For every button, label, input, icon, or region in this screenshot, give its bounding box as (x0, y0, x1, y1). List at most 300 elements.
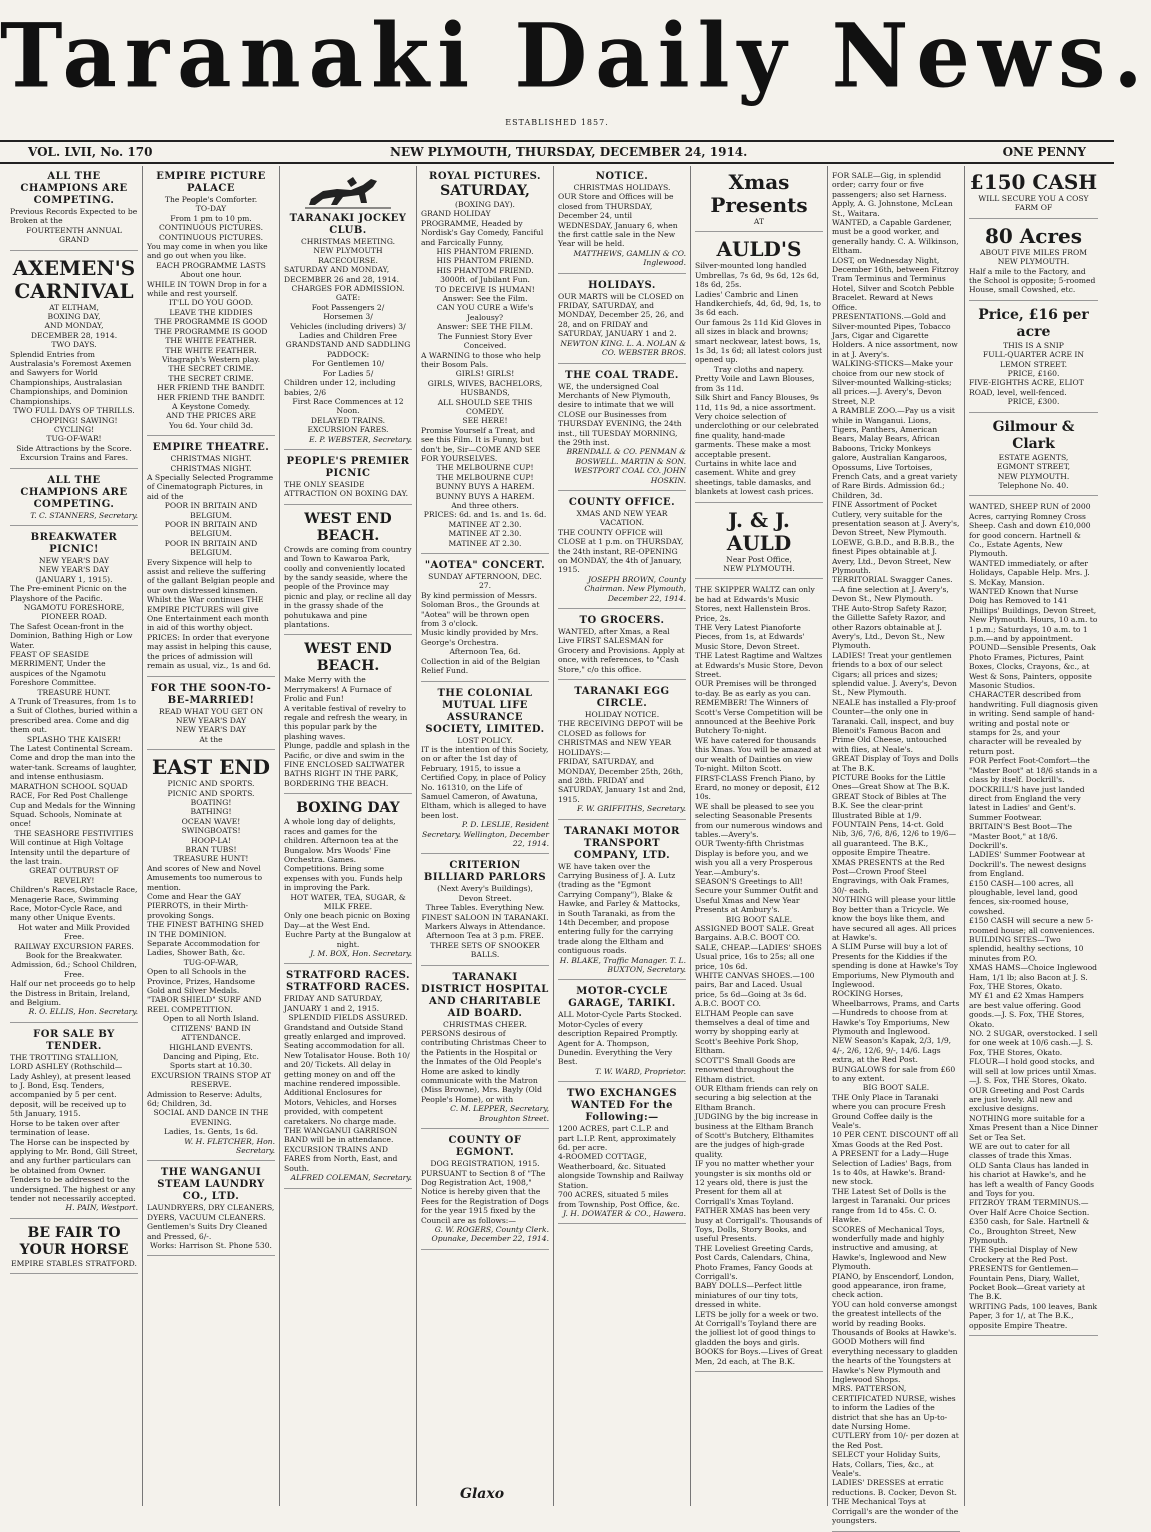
ad-text-line: Silk Shirt and Fancy Blouses, 9s 11d, 11s 9d, a nice assortment. (695, 393, 819, 412)
ad-text-line: 3000ft. of Jubilant Fun. (440, 275, 530, 285)
ad-text-line: GOOD Mothers will find everything necessary to gladden the hearts of the Youngsters at Hawke's New Plymouth and Inglewood Shops. (832, 1337, 958, 1384)
ad-signature: BRENDALL & CO. PENMAN & BOSWELL. MARTIN & SON. WESTPORT COAL CO. JOHN HOSKIN. (566, 447, 686, 485)
ad-text-line: NEW PLYMOUTH. (997, 471, 1070, 481)
ad-text-line: MRS. PATTERSON, CERTIFICATED NURSE, wishes to inform the Ladies of the district that she has an Up-to-date Nursing Home. (832, 1384, 956, 1432)
ad-text-line: WE have taken over the Carrying Business of J. A. Lutz (trading as the "Egmont Carrying Company"), Blake & Hawke, and Farley & Mattocks, in South Taranaki, as from the 14th December, and propose entering fully for the carrying trade along the Eltham and contiguous roads. (558, 861, 681, 956)
ad-text-line: SCOTT'S Small Goods are renowned throughout the Eltham district. (695, 1055, 796, 1084)
ad-text-line: NOTHING will please your little Boy better than a Tricycle. We know the boys like them, and have secured all ages. All prices at Hawke's. (832, 895, 957, 942)
advertisement (558, 823, 686, 981)
ad-heading: BREAKWATER PICNIC! (30, 531, 118, 555)
ad-signature: J. M. BOX, Hon. Secretary. (310, 948, 412, 958)
ad-text-line: CHRISTMAS MEETING. (300, 237, 396, 246)
ad-text-line: ALL Motor-Cycle Parts Stocked. Motor-Cycles of every description Repaired Promptly. Agent for A. Thompson, Dunedin. Everything the Very Best. (558, 1010, 682, 1067)
ad-text-line: BUNNY BUYS A HAREM. (435, 491, 535, 501)
ad-text-line: Admission to Reserve: Adults, 6d; Children, 3d. (147, 1089, 263, 1108)
ad-text-line: NEW YEAR'S DAY (175, 725, 247, 735)
ad-text-line: FOUNTAIN Pens, 14-ct. Gold Nib, 3/6, 7/6, 8/6, 12/6 to 19/6—all guaranteed. The B.K., opposite Empire Theatre. (832, 820, 957, 858)
ad-text-line: Answer: SEE THE FILM. (437, 322, 533, 332)
ad-text-line: POOR IN BRITAIN AND BELGIUM. (164, 520, 258, 539)
ad-text-line: Only one beach picnic on Boxing Day—at the West End. (284, 911, 411, 930)
ad-text-line: LADIES' Summer Footwear at Dockrill's. The newest designs from England. (969, 850, 1087, 879)
ad-heading: THE WANGANUI STEAM LAUNDRY CO., LTD. (157, 1167, 265, 1203)
ad-text-line: Half a mile to the Factory, and the School is opposite; 5-roomed House, small Cowshed, etc. (969, 266, 1096, 295)
ad-text-line: CUTLERY from 10/- per dozen at the Red Post. (832, 1431, 959, 1450)
ad-text-line: Grandstand and Outside Stand greatly enlarged and improved. Seating accommodation for all. (284, 1022, 406, 1051)
ad-text-line: WHITE CANVAS SHOES.—100 pairs, Bar and Laced. Usual price, 5s 6d—Going at 3s 6d. A.B.C. BOOT CO. (695, 971, 815, 1009)
ad-text-line: A WARNING to those who help their Bosom Pals. (421, 350, 541, 369)
ad-text-line: CITIZENS' BAND IN ATTENDANCE. (171, 1023, 251, 1043)
ad-heading: FOR SALE BY TENDER. (33, 1028, 115, 1052)
ad-text-line: THE MELBOURNE CUP! (436, 472, 534, 482)
ad-text-line: Works: Harrison St. Phone 530. (150, 1241, 272, 1250)
issue-price: ONE PENNY (1002, 145, 1086, 159)
ad-heading: THE COAL TRADE. (565, 369, 679, 381)
ad-text-line: The Latest Continental Scream. Come and drop the man into the water-tank. Screams of laughter, and intense enthusiasm. (10, 744, 137, 782)
ad-text-line: THE WHITE FEATHER. (165, 345, 257, 355)
ad-text-line: GREAT Stock of Bibles at The B.K. See the clear-print Illustrated Bible at 1/9. (832, 791, 947, 820)
ad-text-line: Horsemen 3/ (323, 312, 373, 322)
ad-text-line: £150 CASH—100 acres, all ploughable, level land, good fences, six-roomed house, cowshed. (969, 878, 1078, 916)
advertisement (421, 857, 549, 965)
ad-text-line: Ladies and Children Free (298, 331, 398, 341)
ad-text-line: EXCURSION TRAINS AND FARES from North, East, and South. (284, 1144, 398, 1173)
ad-text-line: THE PROGRAMME IS GOOD (154, 317, 268, 327)
ad-text-line: Gentlemen's Suits Dry Cleaned and Pressed, 6/-. (147, 1222, 268, 1241)
ad-text-line: CONTINUOUS PICTURES. (158, 223, 264, 233)
ad-text-line: YOU can hold converse amongst the greatest intellects of the world by reading Books. Thousands of Books at Hawke's. (832, 1299, 958, 1337)
ad-signature: P. D. LESLIE, Resident Secretary. Wellington, December 22, 1914. (422, 820, 549, 848)
ad-text-line: First Race Commences at 12 Noon. (292, 396, 404, 416)
ad-text-line: (BOXING DAY). (455, 200, 515, 209)
ad-text-line: MATINEE AT 2.30. (448, 538, 522, 548)
ad-text-line: THE SECRET CRIME. (168, 364, 254, 374)
ad-text-line: MY £1 and £2 Xmas Hampers are best value offering. Good goods.—J. S. Fox, THE Stores, Okato. (969, 991, 1085, 1029)
ad-text-line: Promise Yourself a Treat, and see this Film. It is Funny, but don't be, Sir—COME AND SEE FOR YOURSELVES. (421, 425, 541, 463)
advertisement (421, 685, 549, 855)
ad-display-title: 80 Acres (984, 223, 1082, 248)
ad-text-line: POUND—Sensible Presents, Oak Photo Frames, Pictures, Paint Boxes, Clocks, Crayons, &c., at West & Sons, Painters, opposite Masonic Studios. (969, 643, 1096, 691)
ad-text-line: PRICES: 6d. and 1s. and 1s. 6d. (423, 510, 547, 520)
ad-text-line: By kind permission of Messrs. Soloman Bros., the Grounds at "Aotea" will be thrown open from 3 o'clock. (421, 590, 540, 629)
ad-text-line: THE WHITE FEATHER. (165, 336, 257, 346)
ad-text-line: And three others. (451, 501, 519, 510)
ad-text-line: £150 CASH will secure a new 5-roomed house; all conveniences. (969, 916, 1095, 935)
advertisement (969, 416, 1098, 497)
ad-signature: T. W. WARD, Proprietor. (595, 1066, 686, 1076)
ad-text-line: ESTATE AGENTS, (998, 452, 1069, 462)
ad-text-line: XMAS HAMS—Choice Inglewood Ham, 1/1 lb; also Bacon at J. S. Fox, THE Stores, Okato. (969, 963, 1097, 992)
ad-text-line: Markers Always in Attendance. (424, 922, 546, 931)
column-4 (417, 166, 554, 1506)
ad-text-line: WALKING-STICKS—Make your choice from our new stock of Silver-mounted Walking-sticks; all prices.—J. Avery's, Devon Street, N.P. (832, 359, 953, 406)
masthead (0, 0, 1151, 115)
ad-text-line: NGAMOTU FORESHORE, PIONEER ROAD. (23, 602, 125, 622)
ad-text-line: AT ELTHAM, (49, 302, 99, 312)
ad-text-line: EACH PROGRAMME LASTS About one hour. (156, 260, 266, 280)
ad-text-line: And scores of New and Novel Amusements too numerous to mention. (147, 863, 263, 892)
ad-text-line: Euchre Party at the Bungalow at night. (285, 930, 411, 949)
ad-text-line: TREASURE HUNT. (37, 687, 111, 697)
ad-signature: J. H. DOWATER & CO., Hawera. (562, 1208, 686, 1218)
advertisement (558, 168, 686, 274)
ad-text-line: CAN YOU CURE a Wife's Jealousy? (436, 303, 534, 322)
glaxo-logo: Glaxo (460, 1486, 505, 1502)
advertisement (284, 508, 412, 636)
ad-text-line: ALL SHOULD SEE THIS COMEDY. (437, 397, 533, 416)
ad-text-line: RAILWAY EXCURSION FARES. (14, 941, 134, 951)
ad-heading: TARANAKI DISTRICT HOSPITAL AND CHARITABLE AID BOARD. (421, 971, 549, 1019)
ad-text-line: FLOUR—I hold good stocks, and will sell at low prices until Xmas.—J. S. Fox, THE Stores, Okato. (969, 1057, 1097, 1086)
advertisement (421, 168, 549, 554)
ad-text-line: Every Sixpence will help to assist and relieve the suffering of the gallant Belgian people and our own distressed kinsmen. (147, 557, 275, 595)
ad-text-line: A PRESENT for a Lady—Huge Selection of Ladies' Bags, from 1s to 40s, at Hawke's. Brand-new stock. (832, 1149, 952, 1187)
ad-text-line: PICNIC AND SPORTS. (167, 788, 255, 798)
ad-text-line: For Ladies 5/ (322, 368, 374, 378)
ad-text-line: (JANUARY 1, 1915). (35, 574, 113, 584)
ad-text-line: WRITING Pads, 100 leaves, Bank Paper, 3 for 1/, at The B.K., opposite Empire Theatre. (969, 1301, 1098, 1330)
ad-text-line: SWINGBOATS! (181, 826, 241, 836)
ad-display-title: £150 CASH (969, 170, 1098, 194)
ad-subtitle: Gilmour & Clark (992, 418, 1075, 452)
ad-text-line: For Gentlemen 10/ (311, 359, 385, 369)
ad-text-line: AND THE PRICES ARE (166, 411, 256, 421)
ad-text-line: TUG-OF-WAR! (46, 434, 102, 444)
ad-text-line: WANTED immediately, or after Holidays, Capable Help. Mrs. J. S. McKay, Mansion. (969, 558, 1090, 587)
ad-text-line: FATHER XMAS has been very busy at Corrigall's. Thousands of Toys, Dolls, Story Books, and useful Presents. (695, 1206, 822, 1244)
ad-text-line: Will continue at High Voltage Intensity until the departure of the last train. (10, 838, 130, 866)
ad-text-line: A Specially Selected Programme of Cinematograph Pictures, in aid of the (147, 472, 274, 501)
ad-text-line: NEW PLYMOUTH. (723, 563, 795, 573)
advertisement (10, 254, 138, 469)
ad-text-line: THE Special Display of New Crockery at the Red Post. (969, 1245, 1078, 1264)
advertisement (147, 753, 275, 1161)
ad-text-line: EXCURSION TRAINS STOP AT RESERVE. (151, 1070, 271, 1090)
ad-text-line: (Next Avery's Buildings), (437, 884, 533, 894)
ad-text-line: OUR MARTS will be CLOSED on FRIDAY, SATURDAY, and MONDAY, December 25, 26, and 28, and on FRIDAY and SATURDAY, JANUARY 1 and 2. (558, 291, 685, 339)
ad-text-line: SEE HERE! (462, 416, 508, 426)
ad-text-line: Ladies' Cambric and Linen Handkerchiefs, 4d, 6d, 9d, 1s, to 3s 6d each. (695, 289, 821, 318)
ad-subtitle: BOXING DAY (296, 800, 400, 817)
ad-text-line: PICNIC AND SPORTS. (167, 779, 255, 789)
ad-heading: TO GROCERS. (579, 615, 665, 627)
ad-heading: ROYAL PICTURES. (429, 171, 541, 182)
ad-text-line: PRESENTATIONS.—Gold and Silver-mounted Pipes, Tobacco Jars, Cigar and Cigarette Holders. A nice assortment, now in at J. Avery's. (832, 312, 958, 359)
ad-text-line: PRESENTS for Gentlemen—Fountain Pens, Diary, Wallet, Pocket Book—Great variety at The B.K. (969, 1264, 1085, 1302)
advertisement (284, 638, 412, 794)
ad-text-line: LOEWE, G.B.D., and B.B.B., the finest Pipes obtainable at J. Avery, Ltd., Devon Street, New Plymouth. (832, 537, 955, 576)
ad-text-line: Three Tables. Everything New. (425, 903, 545, 913)
ad-display-title: Xmas Presents (710, 170, 808, 217)
ad-text-line: Collection in aid of the Belgian Relief Fund. (421, 656, 541, 676)
advertisement (147, 680, 275, 751)
advertisement (147, 1164, 275, 1256)
advertisement (558, 683, 686, 819)
ad-text-line: The Funniest Story Ever Conceived. (437, 331, 533, 351)
ad-text-line: FIRST-CLASS French Piano, by Erard, no money or deposit, £12 10s. (695, 773, 820, 802)
ad-text-line: Afternoon Tea at 3 p.m. FREE. (426, 931, 544, 941)
ad-text-line: Excursion Trains and Fares. (19, 453, 129, 463)
ad-text-line: DOCKRILL'S have just landed direct from England the very latest in Ladies' and Gent's. Summer Footwear. (969, 784, 1085, 822)
ad-subtitle: BE FAIR TO YOUR HORSE (19, 1224, 129, 1258)
ad-heading: THE COLONIAL MUTUAL LIFE ASSURANCE SOCIETY, LIMITED. (425, 687, 545, 735)
ad-text-line: HER FRIEND THE BANDIT. (157, 383, 265, 393)
ad-text-line: The People's Comforter. (164, 195, 258, 204)
ad-signature: JOSEPH BROWN, County Chairman. New Plymouth, December 22, 1914. (584, 574, 686, 603)
ad-text-line: Additional Enclosures for Motors, Vehicles, and Horses provided, with competent caretakers. No charge made. (284, 1088, 397, 1126)
ad-text-line: THE Loveliest Greeting Cards, Post Cards, Calendars, China, Photo Frames, Fancy Goods at Corrigall's. (695, 1243, 814, 1282)
column-5 (554, 166, 691, 1506)
ad-text-line: GIRLS! GIRLS! (455, 369, 515, 379)
racehorse-icon (303, 173, 393, 211)
ad-text-line: You may come in when you like and go out when you like. (147, 242, 268, 261)
ad-display-title: J. & J. AULD (726, 507, 792, 555)
ad-text-line: BOXING DAY, (47, 312, 101, 322)
ad-text-line: PURSUANT to Section 8 of "The Dog Registration Act, 1908," Notice is hereby given that the Fees for the Registration of Dogs for the year 1915 fixed by the Council are as follows:— (421, 1168, 549, 1225)
ad-text-line: Sports start at 10.30. (169, 1061, 253, 1071)
masthead-title: Taranaki Daily News. (0, 3, 1151, 108)
ad-signature: E. P. WEBSTER, Secretary. (308, 434, 412, 444)
ad-text-line: THE PROGRAMME IS GOOD (154, 326, 268, 336)
volume-number: VOL. LVII, No. 170 (28, 145, 153, 159)
ad-text-line: Side Attractions by the Score. (16, 443, 132, 453)
ad-text-line: FEAST OF SEASIDE MERRIMENT, Under the auspices of the Ngamotu Foreshore Committee. (10, 650, 107, 688)
ad-text-line: The Horse can be inspected by applying to Mr. Bond, Gill Street, and any further particulars can be obtained from Owner. (10, 1137, 138, 1175)
ad-heading: TARANAKI EGG CIRCLE. (574, 686, 670, 710)
ad-heading: TWO EXCHANGES WANTED For the Following:— (566, 1088, 678, 1124)
ad-text-line: Tray cloths and napery. (713, 364, 805, 374)
ad-heading: EMPIRE THEATRE. (152, 442, 270, 454)
ad-text-line: THE ONLY SEASIDE ATTRACTION ON BOXING DAY. (284, 479, 409, 499)
ad-text-line: BUNGALOWS for sale from £60 to any extent. (832, 1064, 956, 1083)
ad-display-title: EAST END (152, 755, 270, 780)
ad-text-line: PIANO, by Enscendorf, London, good appearance, iron frame, check action. (832, 1271, 955, 1300)
ad-text-line: Half our net proceeds go to help the Distress in Britain, Ireland, and Belgium. (10, 979, 136, 1008)
ad-text-line: NEW PLYMOUTH RACECOURSE. (313, 246, 383, 265)
ad-text-line: FRIDAY, SATURDAY, and MONDAY, December 25th, 26th, and 28th. FRIDAY and SATURDAY, January 1st and 2nd, 1915. (558, 757, 686, 804)
ad-text-line: Plunge, paddle and splash in the Pacific, or dive and swim in the (284, 741, 410, 760)
ad-text-line: Crowds are coming from country and Town to Kawaroa Park, coolly and conveniently located by the sandy seaside, where the people of the Province may picnic and play, or recline all day in the grassy shade of the pohutukawa and pine plantations. (284, 544, 412, 629)
ad-text-line: Book for the Breakwater. (25, 951, 123, 960)
ad-text-line: ABOUT FIVE MILES FROM NEW PLYMOUTH. (980, 247, 1087, 267)
ad-text-line: GREAT OUTBURST OF REVELRY! (29, 866, 119, 885)
ad-text-line: BOOKS for Boys.—Lives of Great Men, 2d each, at The B.K. (695, 1347, 823, 1366)
ad-text-line: MATINEE AT 2.30. (448, 529, 522, 539)
ad-text-line: Afternoon Tea, 6d. (449, 647, 521, 657)
ad-heading: FOR THE SOON-TO-BE-MARRIED! (150, 682, 272, 706)
advertisement (10, 529, 138, 1023)
ad-text-line: FOR SALE—Gig, in splendid order; carry four or five passengers; also set Harness. Apply, A. G. Johnstone, McLean St., Waitara. (832, 171, 953, 218)
advertisement (832, 168, 960, 1532)
ad-display-title: AXEMEN'S CARNIVAL (12, 255, 136, 303)
ad-text-line: EGMONT STREET, (996, 462, 1071, 472)
ad-signature: T. C. STANNERS, Secretary. (30, 510, 138, 520)
ad-text-line: BABY DOLLS—Perfect little miniatures of our tiny tots, dressed in white. (695, 1281, 802, 1310)
ad-text-line: IF you no matter whether your youngster is six months old or 12 years old, there is just the Present for them all at Corrigall's Xmas Toyland. (695, 1159, 814, 1206)
ad-text-line: HOOP-LA! (191, 835, 231, 845)
ad-text-line: Splendid Entries from Australasia's Foremost Axemen and Sawyers for World Championships, Australasian Championships, and Dominion Championships. (10, 349, 132, 406)
ad-text-line: IT is the intention of this Society, on or after the 1st day of February, 1915, to issue a Certified Copy, in place of Policy No. 161310, on the Life of Samuel Cameron, of Awatuna, Eltham, which is alleged to have been lost. (421, 744, 549, 820)
ad-text-line: THE Very Latest Pianoforte Pieces, from 1s, at Edwards' Music Store, Devon Street. (695, 623, 805, 651)
ad-signature: W. H. FLETCHER, Hon. Secretary. (184, 1136, 275, 1155)
ad-text-line: Open to all Schools in the Province, Prizes, Handsome Gold and Silver Medals. (147, 967, 255, 996)
ad-text-line: THE Only Place in Taranaki where you can procure Fresh Ground Coffee daily is the Veale's. (832, 1092, 946, 1131)
ad-text-line: Previous Records Expected to be Broken at the (10, 207, 138, 226)
ad-signature: G. W. ROGERS, County Clerk. Opunake, December 22, 1914. (431, 1224, 549, 1244)
ad-text-line: CHRISTMAS CHEER. (443, 1019, 527, 1029)
ad-text-line: NO. 2 SUGAR, overstocked. I sell for one week at 10/6 cash.—J. S. Fox, THE Stores, Okato. (969, 1029, 1098, 1057)
ad-heading: NOTICE. (595, 171, 649, 182)
place-and-date: NEW PLYMOUTH, THURSDAY, DECEMBER 24, 1914. (390, 145, 748, 159)
advertisement (558, 367, 686, 491)
ad-text-line: GREAT Display of Toys and Dolls at The B.K. (832, 754, 959, 773)
advertisement (969, 222, 1098, 301)
ad-text-line: 4-ROOMED COTTAGE, Weatherboard, &c. Situated alongside Township and Railway Station. (558, 1152, 684, 1190)
advertisement (695, 235, 823, 502)
ad-heading: TARANAKI JOCKEY CLUB. (289, 213, 407, 236)
ad-text-line: WANTED, a Capable Gardener, must be a good worker, and generally handy. C. A. Wilkinson, Eltham. (832, 218, 959, 256)
ad-text-line: Very choice selection of underclothing or our celebrated fine quality, hand-made garments. These make a most acceptable present. (695, 411, 819, 459)
ad-text-line: HIS PHANTOM FRIEND. (436, 265, 534, 275)
ad-text-line: You 6d. Your child 3d. (169, 420, 253, 430)
ad-text-line: LADIES! Treat your gentlemen friends to a box of our select Cigars; all prices and sizes; splendid value. J. Avery's, Devon St., New Plymouth. (832, 650, 957, 698)
ad-text-line: OUR Eltham friends can rely on securing a big selection at the Eltham Branch. (695, 1083, 819, 1112)
ad-text-line: Curtains in white lace and casement. White and grey sheetings, table damasks, and blankets at lowest cash prices. (695, 458, 814, 497)
column-1 (6, 166, 143, 1506)
ad-text-line: HER FRIEND THE BANDIT. (157, 392, 265, 402)
ad-text-line: REMEMBER! The Winners of Scott's Verse Competition will be announced at the Beehive Pork Butchery To-night. (695, 698, 823, 736)
ad-heading: CRITERION BILLIARD PARLORS (423, 860, 547, 884)
ad-text-line: 10 PER CENT. DISCOUNT off all Xmas Goods at the Red Post. (832, 1130, 959, 1149)
ad-text-line: At the (199, 734, 223, 744)
ad-text-line: SPLENDID FIELDS ASSURED. (288, 1013, 408, 1023)
ad-text-line: THE Mechanical Toys at Corrigall's are the wonder of the youngsters. (832, 1497, 959, 1526)
ad-text-line: TWO FULL DAYS OF THRILLS. (13, 406, 135, 416)
ad-text-line: OUR Greeting and Post Cards are just lovely. All new and exclusive designs. (969, 1085, 1085, 1114)
ad-text-line: Foot Passengers 2/ (311, 302, 385, 312)
ad-text-line: NEW Season's Kapak, 2/3, 1/9, 4/-, 2/6, 12/6, 9/-, 14/6. Lags extra, at the Red Post. (832, 1036, 952, 1065)
ad-text-line: Music kindly provided by Mrs. George's Orchestra. (421, 628, 539, 647)
ad-text-line: Hot water and Milk Provided Free. (18, 922, 130, 942)
advertisement (558, 983, 686, 1082)
ad-text-line: DECEMBER 28, 1914. (30, 330, 118, 340)
ad-text-line: BRITAIN'S Best Boot—The "Master Boot," at 18/6. Dockrill's. (969, 822, 1073, 850)
ad-text-line: CHRISTMAS NIGHT. (170, 454, 252, 464)
ad-text-line: TREASURE HUNT! (173, 854, 249, 864)
ad-text-line: THE SKIPPER WALTZ can only be had at Edwards's Music Stores, next Hallenstein Bros. Price, 2s. (695, 585, 815, 623)
ad-text-line: AND MONDAY, (44, 321, 104, 331)
ad-text-line: 700 ACRES, situated 5 miles from Township, Post Office, &c. (558, 1190, 680, 1209)
ad-text-line: WANTED Known that Nurse Doig has Removed to 141 Phillips' Buildings, Devon Street, New Plymouth. Hours, 10 a.m. to 1 p.m.; Saturdays, 10 a.m. to 1 p.m.—and by appointment. (969, 586, 1098, 643)
ad-text-line: BOATING! (190, 797, 232, 807)
established-line: ESTABLISHED 1857. (505, 118, 609, 127)
ad-text-line: BATHING! (190, 807, 232, 817)
ad-heading: ALL THE CHAMPIONS ARE COMPETING. (20, 171, 128, 206)
ad-text-line: HOLIDAY NOTICE. (584, 710, 660, 720)
ad-text-line: PRICES: In order that everyone may assist in helping this cause, the prices of admission will remain as usual, viz., 1s and 6d. (147, 632, 272, 671)
ad-text-line: PERSONS desirous of contributing Christmas Cheer to the Patients in the Hospital or the Inmates of the Old People's Home are asked to kindly communicate with the Matron (Miss Browne), Mrs. Bayly (Old People's Home), or with (421, 1029, 547, 1104)
ad-text-line: THE Auto-Strop Safety Razor, the Gillette Safety Razor, and other Razors obtainable at J. Avery's, Ltd., Devon St., New Plymouth. (832, 603, 947, 651)
ad-subtitle: Price, £16 per acre (978, 306, 1089, 340)
ad-text-line: Tenders to be addressed to the undersigned. The highest or any tender not necessarily accepted. (10, 1175, 136, 1203)
ad-text-line: HOT WATER, TEA, SUGAR, & MILK FREE. (290, 892, 406, 911)
ad-text-line: TO DECEIVE IS HUMAN! (435, 284, 535, 294)
ad-text-line: JUDGING by the big increase in business at the Eltham Branch of Scott's Butchery, Elthamites are the judges of high-grade quality. (695, 1112, 819, 1159)
ad-text-line: CHRISTMAS NIGHT. (170, 463, 252, 473)
advertisement (558, 612, 686, 680)
ad-text-line: "TABOR SHIELD" SURF AND REEL COMPETITION. (147, 995, 262, 1014)
column-6 (691, 166, 828, 1506)
ad-text-line: FIVE-EIGHTHS ACRE, ELIOT ROAD, level, well-fenced. (969, 378, 1084, 397)
ad-text-line: OUR Store and Offices will be closed from THURSDAY, December 24, until WEDNESDAY, January 6, when the first cattle sale in the New Year will be held. (558, 192, 678, 249)
advertisement (10, 1222, 138, 1274)
ad-text-line: THE COUNTY OFFICE will CLOSE at 1 p.m. on THURSDAY, the 24th instant, RE-OPENING on MONDAY, the 4th of January, 1915. (558, 527, 684, 575)
ad-signature: ALFRED COLEMAN, Secretary. (290, 1173, 412, 1183)
dateline-bar (0, 140, 1114, 164)
ad-heading: COUNTY OF EGMONT. (448, 1135, 522, 1159)
ad-text-line: Devon Street. (458, 893, 512, 903)
ad-text-line: NEW YEAR'S DAY (38, 555, 110, 565)
ad-text-line: LAUNDRYERS, DRY CLEANERS, DYERS, VACUUM CLEANERS. (147, 1203, 275, 1222)
ad-text-line: 1200 ACRES, part C.L.P. and part L.I.P. Rent, approximately 6d. per acre. (558, 1124, 676, 1153)
ad-text-line: OLD Santa Claus has landed in his chariot at Hawke's, and he has left a wealth of Fancy Goods and Toys for you. (969, 1160, 1095, 1198)
ad-text-line: Ladies, 1s. Gents, 1s 6d. (163, 1127, 259, 1137)
ad-text-line: POOR IN BRITAIN AND BELGIUM. (164, 538, 258, 558)
ad-text-line: From 1 pm to 10 pm. (170, 213, 252, 223)
ad-text-line: BIG BOOT SALE. (725, 914, 793, 924)
ad-text-line: WE have catered for thousands this Xmas. You will be amazed at our wealth of Dainties on view To-night. Milton Scott. (695, 735, 822, 774)
ad-text-line: The Pre-eminent Picnic on the Playshore of the Pacific. (10, 584, 127, 603)
ad-text-line: WANTED, after Xmas, a Real Live FIRST SALESMAN for Grocery and Provisions. Apply at once, with references, to "Cash Store," c/o this office. (558, 627, 685, 674)
ad-text-line: READ WHAT YOU GET ON (158, 706, 264, 716)
column-2 (143, 166, 280, 1506)
ad-text-line: THE TROTTING STALLION, LORD ASHLEY (Rothschild—Lady Ashley), at present leased to J. Bond, Esq. Tenders, accompanied by 5 per cent. deposit, will be received up to 5th January, 1915. (10, 1052, 131, 1119)
ad-signature: MATTHEWS, GAMLIN & CO. Inglewood. (573, 248, 686, 268)
ad-text-line: MARATHON SCHOOL SQUAD RACE, For Red Post Challenge Cup and Medals for the Winning Squad. Schools, Nominate at once! (10, 781, 136, 829)
ad-text-line: CHARGES FOR ADMISSION. (291, 284, 405, 294)
ad-text-line: SPLASHO THE KAISER! (26, 734, 122, 744)
ad-text-line: FITZROY TRAM TERMINUS.—Over Half Acre Choice Section. £350 cash, for Sale. Hartnell & Co., Broughton Street, New Plymouth. (969, 1198, 1090, 1245)
ad-text-line: PRICE, £300. (1007, 397, 1060, 407)
advertisement (695, 506, 823, 580)
ad-signature: H. BLAKE, Traffic Manager. T. L. BUXTON, Secretary. (559, 955, 686, 974)
ad-text-line: TERRITORIAL Swagger Canes.—A fine selection at J. Avery's, Devon St., New Plymouth. (832, 575, 953, 604)
advertisement (147, 168, 275, 436)
ad-text-line: NOTHING more suitable for a Xmas Present than a Nice Dinner Set or Tea Set. (969, 1113, 1098, 1142)
ad-text-line: CYCLING! (53, 424, 95, 434)
ad-text-line: HIS PHANTOM FRIEND. (436, 256, 534, 266)
advertisement (969, 168, 1098, 219)
ad-text-line: WE are out to cater for all classes of trade this Xmas. (969, 1141, 1072, 1161)
ad-text-line: ASSIGNED BOOT SALE. Great Bargains. A.B.C. BOOT CO. (695, 924, 815, 943)
ad-text-line: THE Latest Ragtime and Waltzes at Edwards's Music Store, Devon Street. (695, 651, 823, 680)
ad-heading: TARANAKI MOTOR TRANSPORT COMPANY, LTD. (564, 825, 680, 861)
ad-text-line: SUNDAY AFTERNOON, DEC. 27. (428, 572, 542, 591)
ad-text-line: SEASON'S Greetings to All! Secure your Summer Outfit and Useful Xmas and New Year Presents at Ambury's. (695, 876, 819, 915)
ad-text-line: LEAVE THE KIDDIES (169, 307, 253, 317)
ad-text-line: POOR IN BRITAIN AND BELGIUM. (164, 501, 258, 520)
ad-text-line: OCEAN WAVE! (181, 816, 241, 826)
ad-text-line: NEW YEAR'S DAY (175, 715, 247, 725)
ad-text-line: A Trunk of Treasures, from 1s to a Suit of Clothes, buried within a prescribed area. Come and dig them out. (10, 697, 138, 735)
advertisement (284, 797, 412, 964)
ad-text-line: Come and Hear the GAY PIERROTS, in their Mirth-provoking Songs. (147, 892, 249, 920)
ad-heading: HOLIDAYS. (588, 279, 656, 291)
ad-text-line: A RAMBLE ZOO.—Pay us a visit while in Wanganui. Lions, Tigers, Panthers, American Bears, Malay Bears, African Baboons, Tricky Monkeys galore, Australian Kangaroos, Opossums, Live Tortoises, French Cats, and a great variety of Rare Birds. Admission 6d.; Children, 3d. (832, 406, 958, 500)
advertisement (558, 494, 686, 609)
ad-text-line: BRAN TUBS! (185, 844, 237, 854)
ad-text-line: The Safest Ocean-front in the Dominion, Bathing High or Low Water. (10, 621, 133, 650)
ad-text-line: Admission, 6d.; School Children, Free. (11, 960, 137, 979)
